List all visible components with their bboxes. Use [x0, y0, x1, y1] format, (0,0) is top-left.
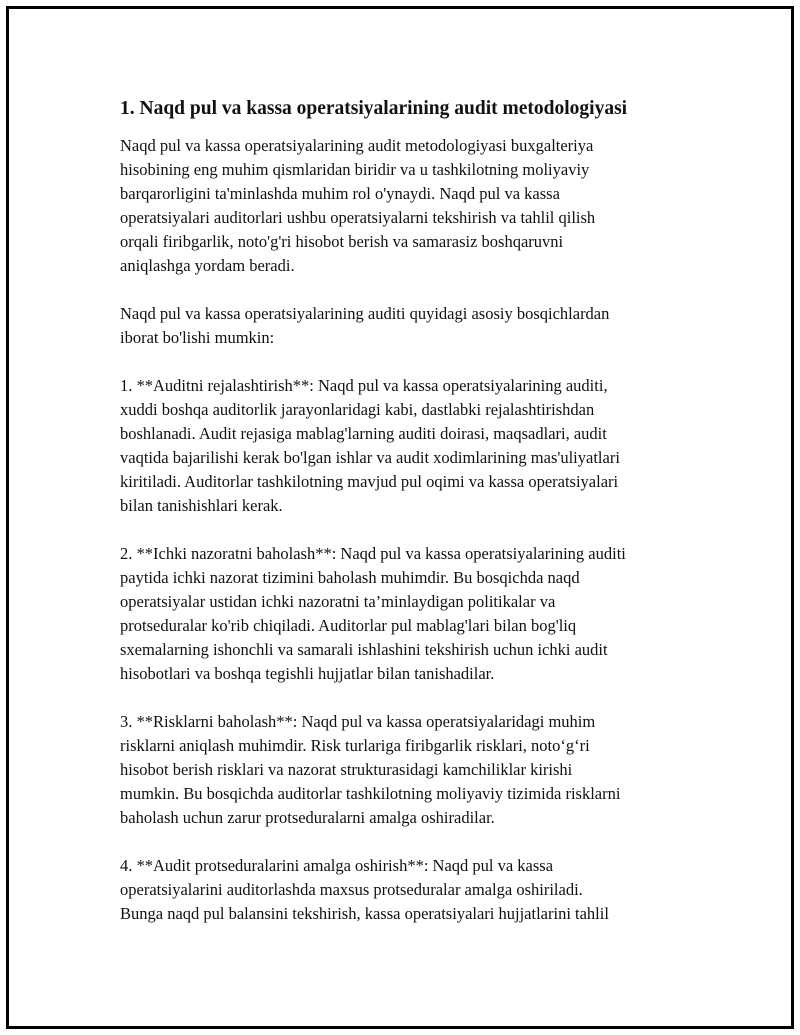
paragraph-line: Naqd pul va kassa operatsiyalarining audit metodologiyasi buxgalteriya [120, 136, 594, 155]
body-paragraph [120, 542, 710, 686]
paragraph-line: hisobotlari va boshqa tegishli hujjatlar bilan tanishadilar. [120, 664, 495, 683]
paragraph-line: Naqd pul va kassa operatsiyalarining auditi quyidagi asosiy bosqichlardan [120, 304, 610, 323]
paragraph-line: bilan tanishishlari kerak. [120, 496, 283, 515]
paragraph-line: 4. **Audit protseduralarini amalga oshirish**: Naqd pul va kassa [120, 856, 554, 875]
paragraph-line: protseduralar ko'rib chiqiladi. Auditorlar pul mablag'lari bilan bog'liq [120, 616, 577, 635]
paragraph-line: hisobot berish risklari va nazorat strukturasidagi kamchiliklar kirishi [120, 760, 573, 779]
paragraph-list [120, 134, 710, 926]
paragraph-line: vaqtida bajarilishi kerak bo'lgan ishlar va audit xodimlarining mas'uliyatlari [120, 448, 620, 467]
paragraph-line: 2. **Ichki nazoratni baholash**: Naqd pul va kassa operatsiyalarining auditi [120, 544, 626, 563]
paragraph-line: 3. **Risklarni baholash**: Naqd pul va kassa operatsiyalaridagi muhim [120, 712, 596, 731]
body-paragraph [120, 374, 710, 518]
paragraph-line: orqali firibgarlik, noto'g'ri hisobot berish va samarasiz boshqaruvni [120, 232, 564, 251]
document-title: 1. Naqd pul va kassa operatsiyalarining audit metodologiyasi [120, 98, 628, 119]
paragraph-line: operatsiyalarini auditorlashda maxsus protseduralar amalga oshiriladi. [120, 880, 583, 899]
paragraph-line: paytida ichki nazorat tizimini baholash muhimdir. Bu bosqichda naqd [120, 568, 580, 587]
paragraph-line: hisobining eng muhim qismlaridan biridir va u tashkilotning moliyaviy [120, 160, 590, 179]
page-frame [6, 6, 794, 1029]
paragraph-line: boshlanadi. Audit rejasiga mablag'larning auditi doirasi, maqsadlari, audit [120, 424, 607, 443]
paragraph-line: mumkin. Bu bosqichda auditorlar tashkilotning moliyaviy tizimida risklarni [120, 784, 621, 803]
paragraph-line: aniqlashga yordam beradi. [120, 256, 295, 275]
document-body [120, 94, 710, 950]
body-paragraph [120, 302, 710, 350]
paragraph-line: xuddi boshqa auditorlik jarayonlaridagi kabi, dastlabki rejalashtirishdan [120, 400, 595, 419]
paragraph-line: sxemalarning ishonchli va samarali ishlashini tekshirish uchun ichki audit [120, 640, 608, 659]
paragraph-line: Bunga naqd pul balansini tekshirish, kassa operatsiyalari hujjatlarini tahlil [120, 904, 609, 923]
paragraph-line: barqarorligini ta'minlashda muhim rol o'ynaydi. Naqd pul va kassa [120, 184, 560, 203]
body-paragraph [120, 134, 710, 278]
body-paragraph [120, 710, 710, 830]
paragraph-line: baholash uchun zarur protseduralarni amalga oshiradilar. [120, 808, 495, 827]
paragraph-line: operatsiyalari auditorlari ushbu operatsiyalarni tekshirish va tahlil qilish [120, 208, 596, 227]
paragraph-line: kiritiladi. Auditorlar tashkilotning mavjud pul oqimi va kassa operatsiyalari [120, 472, 619, 491]
paragraph-line: iborat bo'lishi mumkin: [120, 328, 275, 347]
body-paragraph [120, 854, 710, 926]
paragraph-line: risklarni aniqlash muhimdir. Risk turlariga firibgarlik risklari, noto‘g‘ri [120, 736, 590, 755]
paragraph-line: 1. **Auditni rejalashtirish**: Naqd pul va kassa operatsiyalarining auditi, [120, 376, 608, 395]
paragraph-line: operatsiyalar ustidan ichki nazoratni ta’minlaydigan politikalar va [120, 592, 556, 611]
